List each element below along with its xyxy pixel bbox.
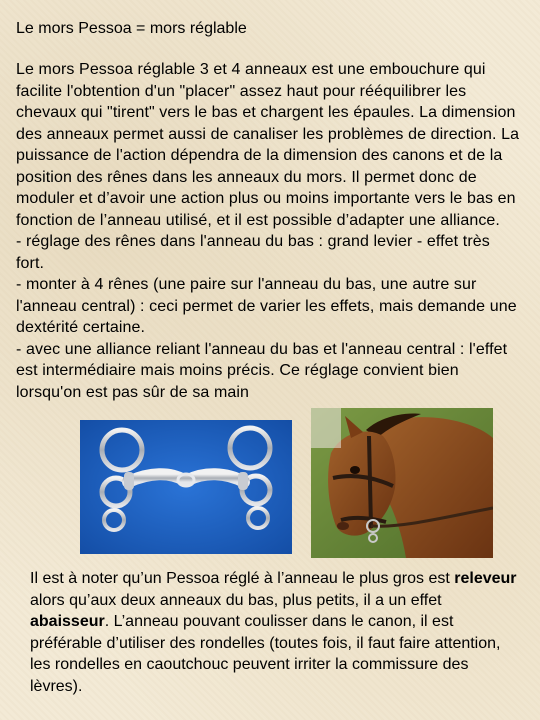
note-text-1: Il est à noter qu’un Pessoa réglé à l’anneau le plus gros est (30, 570, 455, 587)
main-text (16, 59, 521, 403)
paragraph-alliance: - avec une alliance reliant l'anneau du bas et l'anneau central : l'effet est intermédiaire mais moins précis. Ce réglage convient bien lorsqu'on est pas sûr de sa main (16, 340, 508, 401)
paragraph-four-reins: - monter à 4 rênes (une paire sur l'anneau du bas, une autre sur l'anneau central) : ceci permet de varier les effets, mais demande une dextérité certaine. (16, 276, 517, 336)
horse-photo (311, 408, 493, 558)
note-text-3: . L’anneau pouvant coulisser dans le canon, il est préférable d’utiliser des rondelles (toutes fois, il faut faire attention, les rondelles en caoutchouc peuvent irriter la commissure des lèvres). (30, 613, 501, 695)
pessoa-bit-photo (80, 420, 292, 554)
note-keyword-abaisseur: abaisseur (30, 613, 105, 630)
note-text-2: alors qu’aux deux anneaux du bas, plus petits, il a un effet (30, 591, 442, 609)
paragraph-intro: Le mors Pessoa réglable 3 et 4 anneaux est une embouchure qui facilite l'obtention d'un "placer" assez haut pour rééquilibrer les chevaux qui "tirent" vers le bas et chargent les épaules. La dimension des anneaux permet aussi de canaliser les problèmes de direction. La puissance de l'action dépendra de la dimension des canons et de la position des rênes dans les anneaux du mors. Il permet donc de moduler et d’avoir une action plus ou moins importante vers le bas en fonction de l’anneau utilisé, et il est possible d’adapter une alliance. (16, 61, 520, 229)
paragraph-low-ring: - réglage des rênes dans l'anneau du bas : grand levier - effet très fort. (16, 233, 490, 272)
note-keyword-releveur: releveur (454, 570, 517, 587)
note-paragraph (30, 568, 520, 697)
page-title: Le mors Pessoa = mors réglable (16, 20, 247, 37)
